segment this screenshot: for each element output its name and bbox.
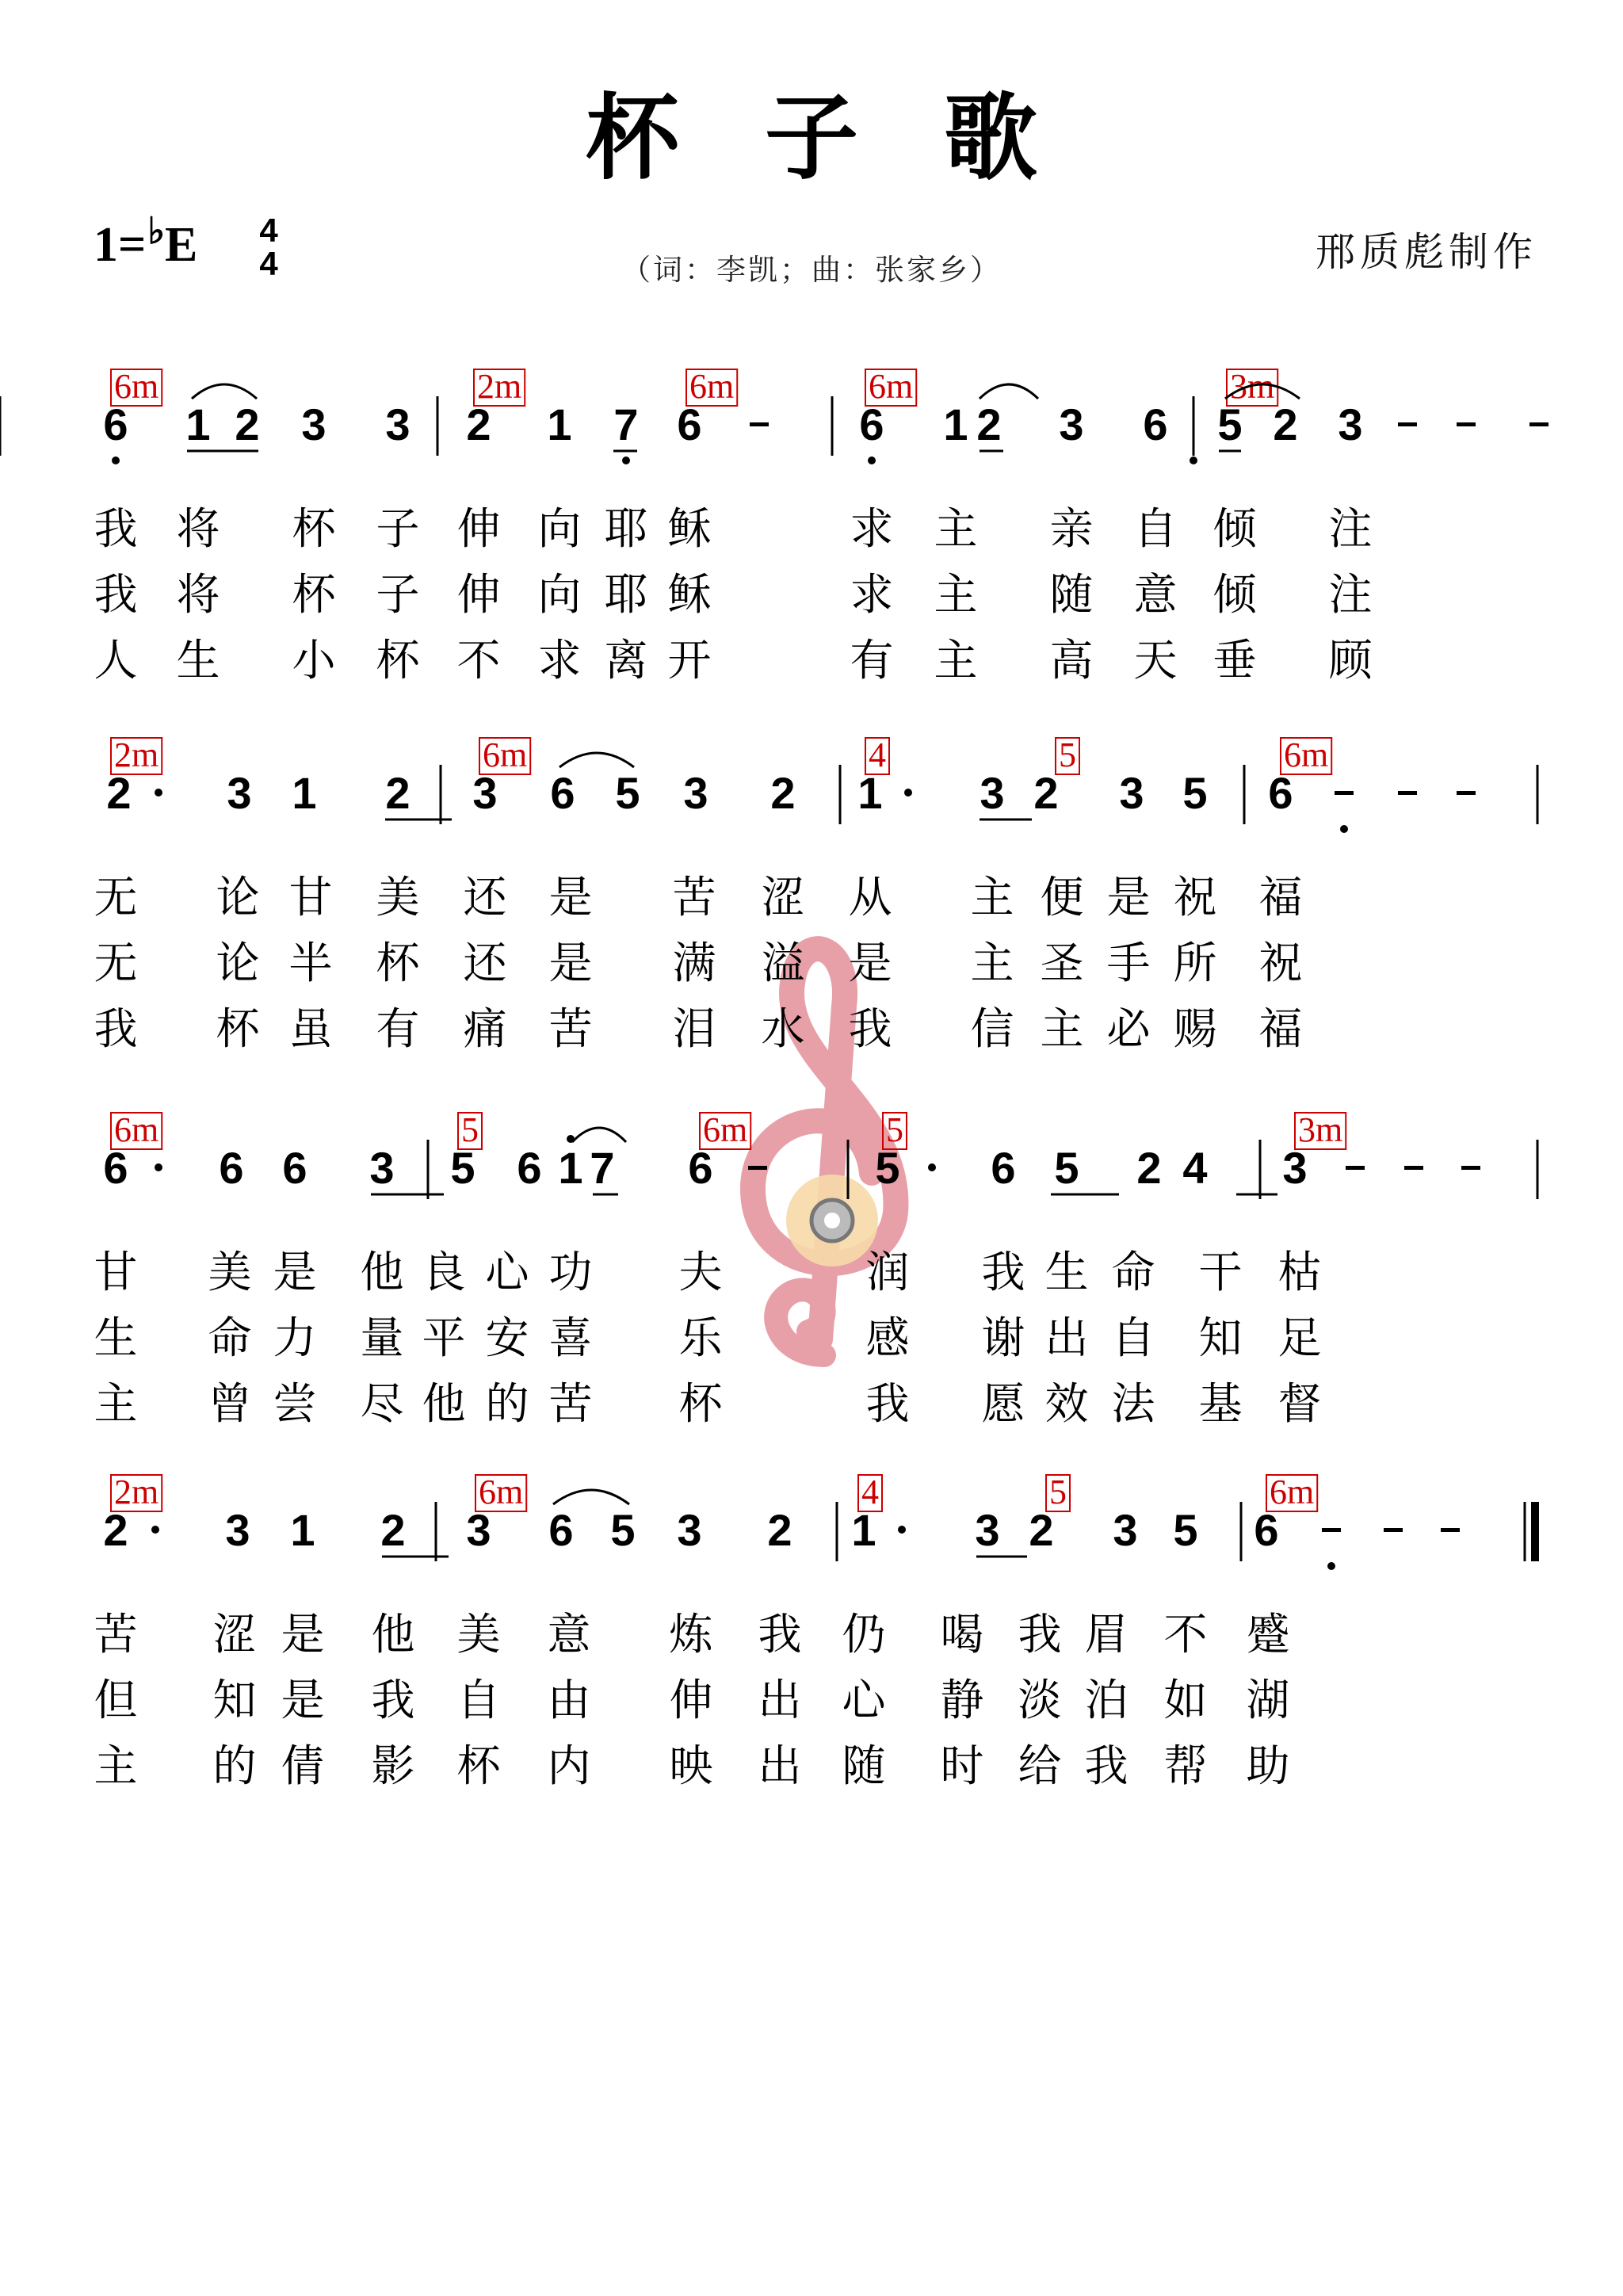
note: 3 [980, 768, 1005, 818]
slur [553, 1490, 629, 1504]
lyric-char: 注 [1328, 503, 1373, 554]
lyric-char: 夫 [678, 1247, 723, 1297]
chord-label: 6m [689, 367, 735, 406]
lyric-char: 他 [360, 1247, 404, 1297]
lyric-char: 美 [208, 1247, 252, 1297]
chord-label: 6m [483, 735, 528, 774]
lyric-char: 意 [1133, 569, 1178, 620]
note: 5 [1173, 1505, 1198, 1555]
note: 5 [1054, 1143, 1079, 1193]
chord-label: 6m [869, 367, 914, 406]
lyric-char: 主 [94, 1740, 138, 1791]
lyric-char: 祝 [1173, 872, 1217, 923]
note-dot-text: · [147, 1505, 163, 1555]
lyric-char: 由 [547, 1675, 591, 1725]
lyric-char: 泊 [1084, 1675, 1128, 1725]
lyric-char: 帮 [1163, 1740, 1208, 1791]
note: 5 [610, 1505, 636, 1555]
lyric-char: 他 [422, 1378, 466, 1429]
lyric-char: 仍 [842, 1609, 886, 1660]
note-dash: - [1442, 1505, 1458, 1555]
chord-label: 6m [114, 1110, 159, 1149]
note: 3 [385, 399, 411, 449]
lyric-char: 随 [842, 1740, 886, 1791]
lyric-char: 知 [212, 1675, 257, 1725]
lyric-char: 主 [1040, 1003, 1084, 1054]
lyric-char: 是 [548, 938, 593, 988]
lyric-char: 足 [1277, 1312, 1322, 1363]
chord-label: 5 [886, 1110, 903, 1149]
note: 2 [106, 768, 132, 818]
lyric-char: 我 [865, 1378, 910, 1429]
lyric-char: 涩 [761, 872, 805, 923]
lyric-char: 杯 [678, 1378, 723, 1429]
lyric-char: 求 [537, 635, 582, 686]
note-dash: - [1323, 1505, 1339, 1555]
note: 3 [1059, 399, 1084, 449]
note-dash: - [1400, 399, 1415, 449]
note: 3 [975, 1505, 1000, 1555]
note: 6 [859, 399, 884, 449]
chord-label: 6m [703, 1110, 748, 1149]
lyric-char: 我 [94, 503, 138, 554]
lyric-char: 耶 [604, 569, 648, 620]
lyric-char: 的 [212, 1740, 257, 1791]
lyric-char: 命 [1111, 1247, 1155, 1297]
note-dot-text: · [151, 768, 166, 818]
lyric-char: 愿 [981, 1378, 1025, 1429]
note-dash: - [1406, 1143, 1422, 1193]
lyric-char: 顾 [1328, 635, 1373, 686]
lyric-char: 伸 [669, 1675, 713, 1725]
lyric-char: 自 [1111, 1312, 1155, 1363]
lyric-char: 所 [1173, 938, 1217, 988]
key-note: E [165, 218, 198, 272]
lyric-char: 有 [376, 1003, 420, 1054]
lyric-char: 杯 [456, 1740, 501, 1791]
lyric-char: 苦 [672, 872, 716, 923]
lyric-char: 向 [537, 569, 582, 620]
lyric-char: 良 [422, 1247, 466, 1297]
note: 6 [548, 1505, 574, 1555]
lyric-char: 垂 [1212, 635, 1257, 686]
chord-label: 5 [1049, 1473, 1067, 1511]
note-dash: - [1458, 768, 1474, 818]
lyric-char: 意 [547, 1609, 591, 1660]
lyric-char: 是 [281, 1675, 325, 1725]
lyric-char: 杯 [292, 569, 336, 620]
lyric-char: 我 [1018, 1609, 1062, 1660]
lyric-char: 平 [422, 1312, 466, 1363]
lyric-char: 信 [970, 1003, 1014, 1054]
lyric-char: 干 [1198, 1247, 1243, 1297]
note: 6 [282, 1143, 307, 1193]
chord-label: 6m [114, 367, 159, 406]
low-octave-dot [1190, 457, 1197, 464]
lyric-char: 子 [376, 503, 420, 554]
lyric-char: 尝 [273, 1378, 317, 1429]
low-octave-dot [1327, 1562, 1335, 1570]
lyric-char: 福 [1258, 872, 1303, 923]
lyric-char: 但 [94, 1675, 138, 1725]
note-dash: - [1347, 1143, 1363, 1193]
note: 3 [1338, 399, 1363, 449]
lyric-char: 天 [1133, 635, 1178, 686]
note: 1 [547, 399, 572, 449]
lyric-char: 主 [970, 872, 1014, 923]
notation-staff [0, 367, 1623, 769]
lyric-char: 开 [667, 635, 712, 686]
lyric-char: 求 [850, 569, 894, 620]
arranger-credit: 邢质彪制作 [1316, 229, 1537, 275]
note: 3 [225, 1505, 250, 1555]
lyric-char: 注 [1328, 569, 1373, 620]
lyric-char: 向 [537, 503, 582, 554]
lyric-char: 耶 [604, 503, 648, 554]
lyric-char: 杯 [216, 1003, 260, 1054]
lyric-char: 蹙 [1246, 1609, 1290, 1660]
note: 2 [235, 399, 260, 449]
lyric-char: 眉 [1084, 1609, 1128, 1660]
lyric-char: 主 [934, 503, 978, 554]
note-dash: - [1400, 768, 1415, 818]
chord-label: 6m [1270, 1473, 1315, 1511]
lyric-char: 还 [463, 938, 507, 988]
note: 3 [301, 399, 327, 449]
note: 2 [103, 1505, 128, 1555]
lyric-char: 不 [456, 635, 501, 686]
lyric-char: 伸 [456, 569, 501, 620]
note: 7 [613, 399, 639, 449]
lyric-char: 润 [865, 1247, 910, 1297]
lyric-char: 的 [485, 1378, 529, 1429]
note: 6 [103, 399, 128, 449]
note: 1 [857, 768, 883, 818]
lyric-char: 将 [176, 503, 220, 554]
note: 3 [677, 1505, 702, 1555]
lyric-char: 伸 [456, 503, 501, 554]
lyric-char: 杯 [376, 635, 420, 686]
song-title: 杯子歌 [585, 82, 1123, 193]
note: 6 [1254, 1505, 1279, 1555]
note-dash: - [751, 399, 767, 449]
note: 6 [688, 1143, 713, 1193]
note-dash: - [1458, 399, 1474, 449]
chord-label: 2m [114, 1473, 159, 1511]
lyric-char: 水 [761, 1003, 805, 1054]
note: 1 [851, 1505, 876, 1555]
lyric-char: 尽 [360, 1378, 404, 1429]
note: 3 [1119, 768, 1144, 818]
lyric-char: 生 [176, 635, 220, 686]
note: 5 [875, 1143, 900, 1193]
final-barline-thick [1531, 1502, 1539, 1561]
lyric-char: 命 [208, 1312, 252, 1363]
lyric-char: 是 [1106, 872, 1151, 923]
lyric-char: 我 [981, 1247, 1025, 1297]
chord-label: 4 [861, 1473, 879, 1511]
time-sig-top: 4 [259, 212, 278, 249]
lyric-char: 喜 [548, 1312, 593, 1363]
lyric-char: 论 [216, 938, 260, 988]
lyric-char: 淡 [1018, 1675, 1062, 1725]
lyric-char: 子 [376, 569, 420, 620]
lyric-char: 助 [1246, 1740, 1290, 1791]
lyric-char: 心 [485, 1247, 529, 1297]
lyric-char: 苦 [94, 1609, 138, 1660]
note: 2 [466, 399, 491, 449]
key-prefix: 1= [94, 218, 147, 272]
note-dot-text: · [924, 1143, 940, 1193]
lyric-char: 他 [371, 1609, 415, 1660]
lyric-char: 杯 [376, 938, 420, 988]
note: 6 [991, 1143, 1016, 1193]
lyric-char: 圣 [1040, 938, 1084, 988]
lyric-char: 苦 [548, 1003, 593, 1054]
lyric-char: 如 [1163, 1675, 1208, 1725]
chord-label: 6m [479, 1473, 524, 1511]
lyric-char: 我 [758, 1609, 802, 1660]
note: 1 [290, 1505, 315, 1555]
note: 6 [677, 399, 702, 449]
note: 5 [615, 768, 640, 818]
lyric-char: 满 [672, 938, 716, 988]
lyric-char: 是 [548, 872, 593, 923]
lyric-char: 无 [94, 938, 138, 988]
note-dash: - [1531, 399, 1547, 449]
lyric-char: 出 [758, 1675, 802, 1725]
note: 3 [227, 768, 252, 818]
note: 2 [385, 768, 411, 818]
lyric-char: 是 [848, 938, 892, 988]
lyric-char: 从 [848, 872, 892, 923]
lyric-char: 祝 [1258, 938, 1303, 988]
note: 1 [943, 399, 968, 449]
note: 5 [450, 1143, 475, 1193]
note: 3 [369, 1143, 395, 1193]
lyric-char: 影 [371, 1740, 415, 1791]
low-octave-dot [622, 457, 630, 464]
note: 3 [683, 768, 708, 818]
lyric-char: 心 [842, 1675, 886, 1725]
lyric-char: 生 [94, 1312, 138, 1363]
lyric-char: 静 [940, 1675, 984, 1725]
lyric-char: 督 [1277, 1378, 1322, 1429]
lyric-char: 虽 [288, 1003, 333, 1054]
note: 3 [1113, 1505, 1138, 1555]
note: 6 [1268, 768, 1293, 818]
note-dot-text: · [151, 1143, 166, 1193]
lyric-char: 便 [1040, 872, 1084, 923]
note: 2 [1273, 399, 1298, 449]
note: 1 [558, 1143, 583, 1193]
lyric-char: 求 [850, 503, 894, 554]
lyric-char: 有 [850, 635, 894, 686]
lyric-char: 自 [1133, 503, 1178, 554]
note: 3 [472, 768, 498, 818]
lyric-char: 自 [456, 1675, 501, 1725]
chord-label: 5 [461, 1110, 479, 1149]
lyric-char: 是 [281, 1609, 325, 1660]
note: 5 [1217, 399, 1243, 449]
low-octave-dot [112, 457, 120, 464]
slur [572, 1128, 626, 1142]
lyric-char: 美 [376, 872, 420, 923]
slur [980, 384, 1038, 399]
lyric-char: 随 [1049, 569, 1094, 620]
note: 1 [185, 399, 211, 449]
lyric-char: 离 [604, 635, 648, 686]
lyric-char: 稣 [667, 503, 712, 554]
lyric-char: 法 [1111, 1378, 1155, 1429]
lyric-char: 不 [1163, 1609, 1208, 1660]
note: 2 [1029, 1505, 1054, 1555]
note: 2 [767, 1505, 792, 1555]
lyric-char: 苦 [548, 1378, 593, 1429]
note: 2 [1136, 1143, 1162, 1193]
lyric-char: 生 [1044, 1247, 1089, 1297]
lyric-char: 手 [1106, 938, 1151, 988]
lyric-char: 感 [865, 1312, 910, 1363]
time-sig-bottom: 4 [259, 245, 278, 282]
lyric-char: 倾 [1212, 503, 1257, 554]
lyric-char: 基 [1198, 1378, 1243, 1429]
note: 6 [550, 768, 575, 818]
lyric-char: 给 [1018, 1740, 1062, 1791]
flat-sign: ♭ [147, 211, 166, 251]
note: 6 [517, 1143, 542, 1193]
note: 7 [590, 1143, 615, 1193]
note: 6 [219, 1143, 244, 1193]
chord-label: 2m [114, 735, 159, 774]
lyric-char: 是 [273, 1247, 317, 1297]
lyric-char: 主 [934, 569, 978, 620]
chord-label: 2m [477, 367, 522, 406]
lyric-char: 杯 [292, 503, 336, 554]
lyric-char: 我 [848, 1003, 892, 1054]
low-octave-dot [1340, 825, 1348, 833]
note: 6 [103, 1143, 128, 1193]
slur [192, 384, 257, 399]
lyric-char: 半 [288, 938, 333, 988]
slur [559, 753, 634, 767]
lyric-char: 福 [1258, 1003, 1303, 1054]
note: 4 [1182, 1143, 1208, 1193]
lyric-char: 主 [934, 635, 978, 686]
lyric-char: 枯 [1277, 1247, 1322, 1297]
lyric-char: 人 [94, 635, 138, 686]
lyric-char: 涩 [212, 1609, 257, 1660]
lyric-char: 炼 [669, 1609, 713, 1660]
lyric-char: 还 [463, 872, 507, 923]
note: 2 [1033, 768, 1059, 818]
lyric-char: 甘 [288, 872, 333, 923]
lyric-char: 小 [292, 635, 336, 686]
lyric-char: 必 [1106, 1003, 1151, 1054]
lyric-char: 力 [273, 1312, 317, 1363]
lyric-char: 量 [360, 1312, 404, 1363]
lyric-char: 甘 [94, 1247, 138, 1297]
note: 2 [976, 399, 1002, 449]
chord-symbol [1056, 735, 1079, 774]
lyric-char: 亲 [1049, 503, 1094, 554]
note: 3 [466, 1505, 491, 1555]
lyric-char: 倩 [281, 1740, 325, 1791]
chord-label: 4 [869, 735, 886, 774]
lyric-char: 我 [94, 1003, 138, 1054]
lyric-char: 映 [669, 1740, 713, 1791]
note: 2 [770, 768, 796, 818]
lyric-char: 我 [371, 1675, 415, 1725]
note: 3 [1282, 1143, 1308, 1193]
credits: （词：李凯；曲：张家乡） [621, 253, 1002, 287]
chord-label: 5 [1059, 735, 1076, 774]
lyric-char: 安 [485, 1312, 529, 1363]
lyric-char: 我 [94, 569, 138, 620]
note-dash: - [1463, 1143, 1479, 1193]
lyric-char: 乐 [678, 1312, 723, 1363]
lyric-char: 湖 [1246, 1675, 1290, 1725]
lyric-char: 美 [456, 1609, 501, 1660]
lyric-char: 主 [94, 1378, 138, 1429]
lyric-char: 将 [176, 569, 220, 620]
lyric-char: 曾 [208, 1378, 252, 1429]
lyric-char: 主 [970, 938, 1014, 988]
lyric-char: 内 [547, 1740, 591, 1791]
note-dot-text: · [900, 768, 916, 818]
lyric-char: 功 [548, 1247, 593, 1297]
chord-label: 3m [1298, 1110, 1343, 1149]
chord-label: 6m [1284, 735, 1329, 774]
lyric-char: 我 [1084, 1740, 1128, 1791]
lyric-char: 赐 [1173, 1003, 1217, 1054]
lyric-char: 高 [1049, 635, 1094, 686]
lyric-char: 泪 [672, 1003, 716, 1054]
note-dash: - [1385, 1505, 1401, 1555]
lyric-char: 稣 [667, 569, 712, 620]
lyric-char: 时 [940, 1740, 984, 1791]
lyric-char: 出 [758, 1740, 802, 1791]
lyric-char: 无 [94, 872, 138, 923]
lyric-char: 谢 [981, 1312, 1025, 1363]
lyric-char: 出 [1044, 1312, 1089, 1363]
note-dot-text: · [894, 1505, 910, 1555]
note: 2 [380, 1505, 406, 1555]
note: 1 [292, 768, 317, 818]
low-octave-dot [868, 457, 876, 464]
lyric-char: 溢 [761, 938, 805, 988]
lyric-char: 倾 [1212, 569, 1257, 620]
lyric-char: 痛 [463, 1003, 507, 1054]
note-dash: - [750, 1143, 766, 1193]
note-dash: - [1336, 768, 1352, 818]
lyric-char: 喝 [940, 1609, 984, 1660]
note: 6 [1143, 399, 1168, 449]
chord-label: 3m [1230, 367, 1275, 406]
lyric-char: 论 [216, 872, 260, 923]
lyric-char: 知 [1198, 1312, 1243, 1363]
lyric-char: 效 [1044, 1378, 1089, 1429]
note: 5 [1182, 768, 1208, 818]
